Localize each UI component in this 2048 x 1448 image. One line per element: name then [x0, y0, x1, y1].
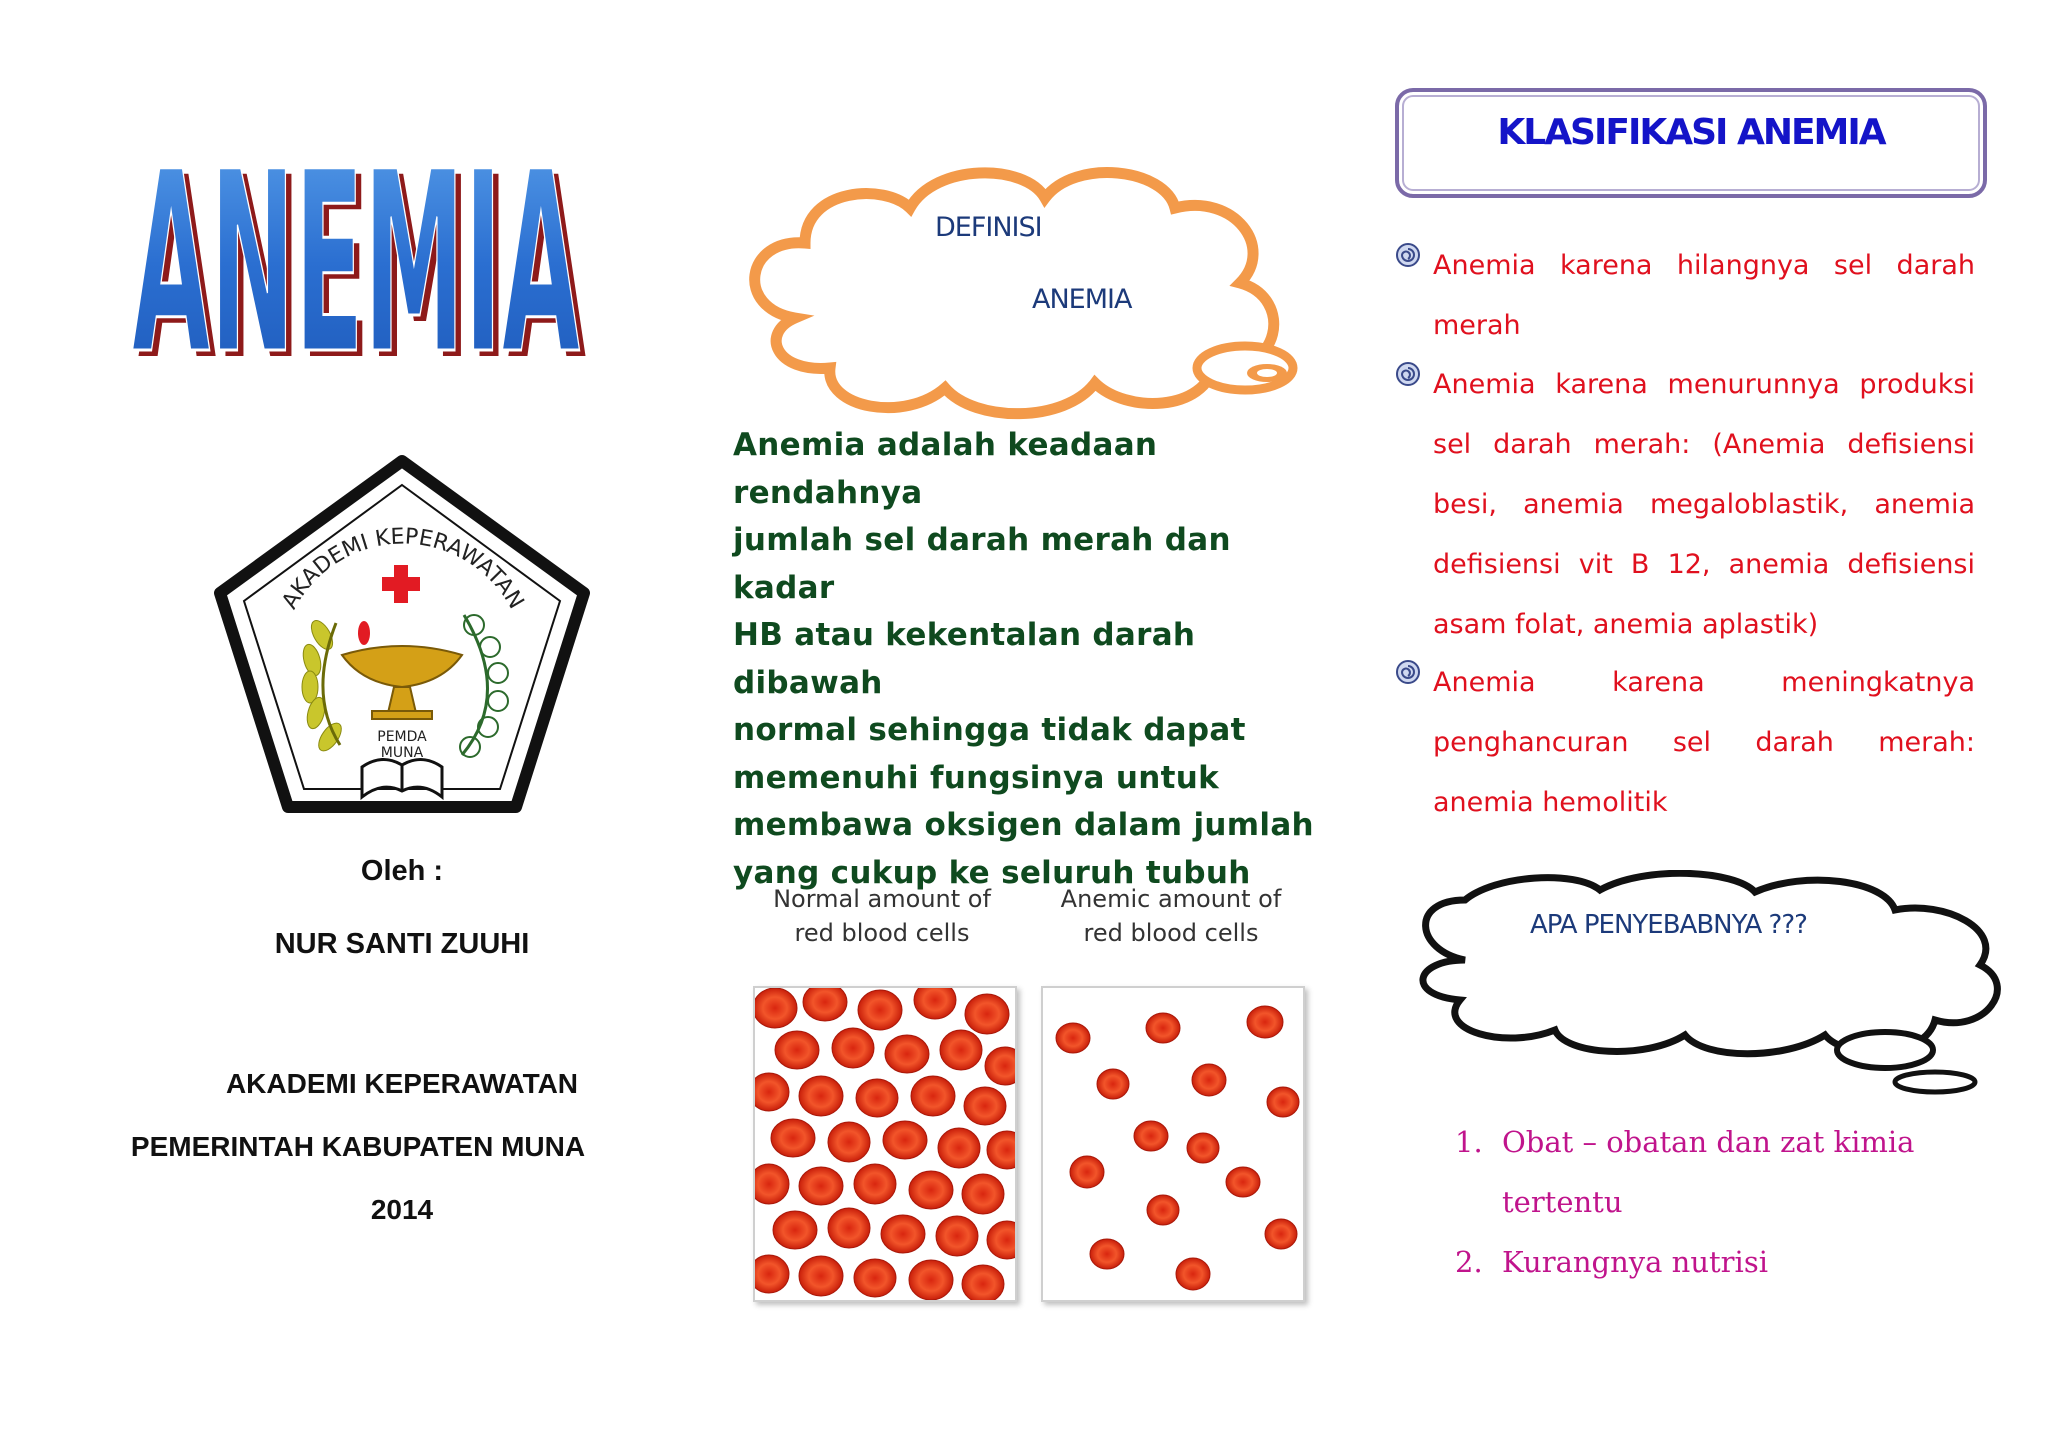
title-text: ANEMIA [132, 118, 580, 373]
definition-cloud [735, 148, 1305, 428]
normal-rbc-image [753, 986, 1017, 1302]
definition-line: membawa oksigen dalam jumlah [733, 807, 1314, 843]
definition-line: normal sehingga tidak dapat [733, 712, 1246, 748]
klasifikasi-item: Anemia karena menurunnya produksi sel darah merah: (Anemia defisiensi besi, anemia megaloblastik, anemia defisiensi vit B 12, anemia defisiensi asam folat, anemia aplastik) [1395, 355, 1975, 655]
penyebab-item-text: Kurangnya nutrisi [1502, 1245, 1768, 1279]
institution-line2: PEMERINTAH KABUPATEN MUNA [130, 1131, 586, 1162]
penyebab-item-text: Obat – obatan dan zat kimia tertentu [1502, 1125, 1915, 1219]
klasifikasi-item: Anemia karena meningkatnya penghancuran sel darah merah: anemia hemolitik [1395, 653, 1975, 833]
swirl-bullet-icon [1395, 242, 1421, 268]
definition-paragraph [733, 422, 1323, 897]
swirl-bullet-icon [1395, 659, 1421, 685]
logo-ring-text: AKADEMI KEPERAWATAN [277, 524, 529, 614]
definition-line: Anemia adalah keadaan rendahnya [733, 427, 1158, 511]
institution-line1: AKADEMI KEPERAWATAN [225, 1068, 579, 1099]
penyebab-item-number: 1. [1455, 1125, 1483, 1159]
academy-logo [212, 455, 592, 815]
anemic-rbc-image [1041, 986, 1305, 1302]
definition-line: jumlah sel darah merah dan kadar [733, 522, 1231, 606]
penyebab-item [1455, 1232, 1995, 1292]
title-anemia [118, 118, 598, 373]
penyebab-item-number: 2. [1455, 1245, 1483, 1279]
institution-year: 2014 [370, 1194, 434, 1225]
penyebab-cloud [1405, 870, 2015, 1100]
author-name: NUR SANTI ZUUHI [274, 928, 530, 960]
definition-line: memenuhi fungsinya untuk [733, 759, 1220, 796]
logo-muna-text: MUNA [380, 745, 424, 761]
title-shadow-text: ANEMIA [138, 124, 586, 373]
book-icon [362, 759, 442, 797]
penyebab-item [1455, 1112, 1995, 1232]
klasifikasi-item: Anemia karena hilangnya sel darah merah [1395, 236, 1975, 356]
cloud-word-anemia: ANEMIA [1032, 284, 1132, 315]
klasifikasi-title: KLASIFIKASI ANEMIA [1497, 112, 1885, 153]
normal-rbc-caption: Normal amount of red blood cells [773, 885, 991, 947]
anemic-rbc-caption: Anemic amount of red blood cells [1060, 885, 1282, 947]
definition-line: yang cukup ke seluruh tubuh [733, 854, 1251, 891]
penyebab-cloud-text: APA PENYEBABNYA ??? [1530, 910, 1807, 940]
logo-pemda-text: PEMDA [377, 729, 427, 745]
swirl-bullet-icon [1395, 361, 1421, 387]
cloud-word-definisi: DEFINISI [935, 212, 1042, 243]
author-by-label: Oleh : [360, 855, 444, 887]
penyebab-list [1455, 1112, 1995, 1292]
definition-line: HB atau kekentalan darah dibawah [733, 617, 1196, 701]
